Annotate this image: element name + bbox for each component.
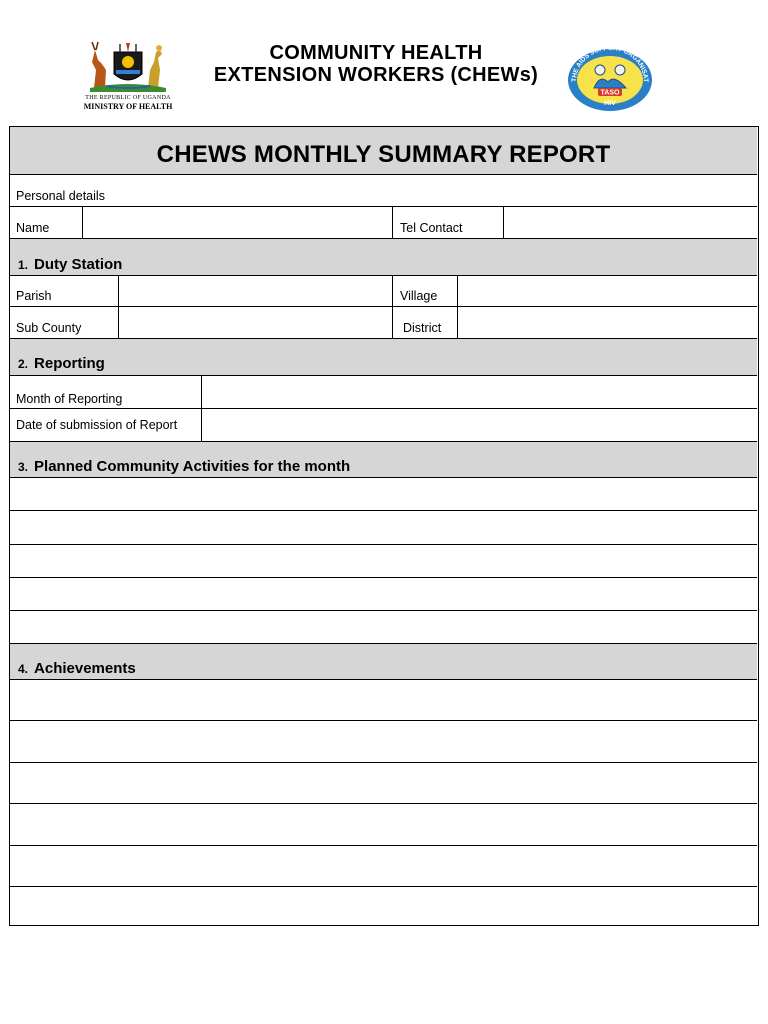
achievement-row[interactable] bbox=[10, 886, 757, 925]
section-number: 1. bbox=[18, 258, 29, 272]
month-reporting-row bbox=[10, 375, 757, 408]
form-title-row bbox=[10, 127, 757, 174]
achievement-row[interactable] bbox=[10, 803, 757, 845]
taso-logo-icon bbox=[564, 42, 656, 112]
name-tel-row bbox=[10, 206, 757, 238]
district-label: District bbox=[403, 321, 442, 335]
personal-details-row bbox=[10, 174, 757, 206]
divider bbox=[392, 207, 393, 238]
reporting-heading bbox=[18, 355, 105, 372]
month-of-reporting-field[interactable] bbox=[202, 376, 757, 408]
header-title bbox=[190, 42, 562, 86]
tel-contact-label: Tel Contact bbox=[400, 221, 463, 235]
planned-activity-row[interactable] bbox=[10, 610, 757, 643]
achievements-heading bbox=[18, 660, 136, 677]
parish-field[interactable] bbox=[119, 276, 392, 306]
ministry-caption: MINISTRY OF HEALTH bbox=[83, 102, 173, 111]
tel-contact-field[interactable] bbox=[504, 207, 757, 238]
planned-activity-row[interactable] bbox=[10, 477, 757, 510]
planned-activity-row[interactable] bbox=[10, 577, 757, 610]
taso-logo bbox=[564, 42, 656, 112]
taso-hiv-text: HIV bbox=[604, 100, 616, 107]
taso-badge-text: TASO bbox=[600, 89, 620, 97]
duty-station-header bbox=[10, 238, 757, 275]
date-submission-row bbox=[10, 408, 757, 441]
subcounty-field[interactable] bbox=[119, 307, 392, 338]
section-title: Reporting bbox=[34, 355, 105, 372]
section-title: Duty Station bbox=[34, 256, 123, 273]
month-of-reporting-label: Month of Reporting bbox=[16, 392, 123, 406]
section-number: 3. bbox=[18, 460, 29, 474]
achievement-row[interactable] bbox=[10, 720, 757, 762]
header-title-line2: EXTENSION WORKERS (CHEWs) bbox=[213, 64, 539, 86]
achievement-row[interactable] bbox=[10, 762, 757, 803]
section-number: 2. bbox=[18, 357, 29, 371]
page-header bbox=[0, 0, 768, 124]
section-number: 4. bbox=[18, 662, 29, 676]
subcounty-label: Sub County bbox=[16, 321, 82, 335]
planned-activity-row[interactable] bbox=[10, 544, 757, 577]
duty-station-heading bbox=[18, 256, 122, 273]
republic-caption: THE REPUBLIC OF UGANDA bbox=[85, 95, 171, 101]
section-title: Achievements bbox=[34, 660, 136, 677]
date-of-submission-field[interactable] bbox=[202, 409, 757, 441]
taso-ring-text: THE AIDS SUPPORT ORGANISAT bbox=[570, 44, 650, 83]
planned-activity-row[interactable] bbox=[10, 510, 757, 544]
ministry-logo bbox=[66, 40, 190, 110]
divider bbox=[392, 276, 393, 306]
parish-village-row bbox=[10, 275, 757, 306]
uganda-coat-of-arms-icon bbox=[86, 40, 170, 94]
planned-activities-heading bbox=[18, 458, 350, 475]
divider bbox=[392, 307, 393, 338]
district-field[interactable] bbox=[458, 307, 757, 338]
name-field[interactable] bbox=[83, 207, 392, 238]
reporting-header bbox=[10, 338, 757, 375]
achievements-header bbox=[10, 643, 757, 679]
village-label: Village bbox=[400, 289, 438, 303]
subcounty-district-row bbox=[10, 306, 757, 338]
village-field[interactable] bbox=[458, 276, 757, 306]
report-form bbox=[9, 126, 759, 926]
name-label: Name bbox=[16, 221, 50, 235]
form-title: CHEWS MONTHLY SUMMARY REPORT bbox=[156, 141, 611, 168]
achievement-row[interactable] bbox=[10, 845, 757, 886]
parish-label: Parish bbox=[16, 289, 52, 303]
section-title: Planned Community Activities for the month bbox=[34, 458, 351, 475]
date-of-submission-label: Date of submission of Report bbox=[16, 418, 178, 432]
planned-activities-header bbox=[10, 441, 757, 477]
achievement-row[interactable] bbox=[10, 679, 757, 720]
header-title-line1: COMMUNITY HEALTH bbox=[269, 42, 483, 64]
personal-details-heading: Personal details bbox=[16, 189, 105, 203]
